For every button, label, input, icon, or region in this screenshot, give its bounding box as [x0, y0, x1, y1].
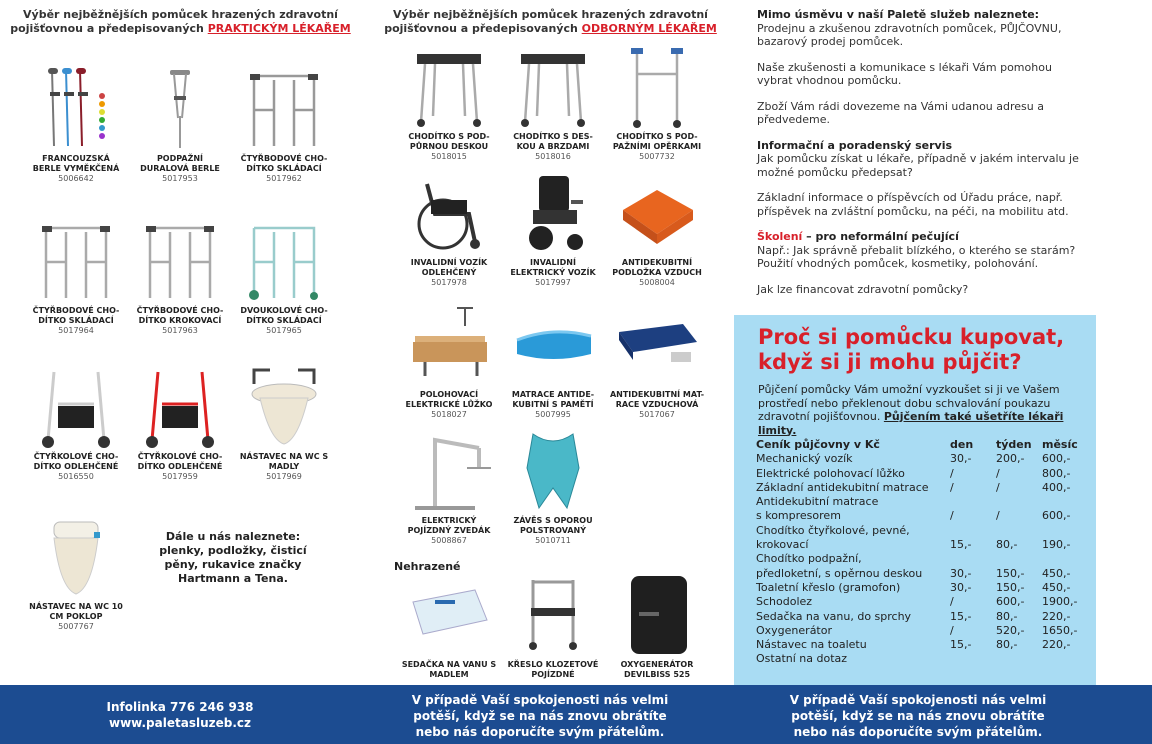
footer-thanks-2 — [768, 692, 1068, 740]
price-day: 30,- — [950, 452, 972, 466]
product-code: 5018027 — [431, 410, 467, 419]
price-row — [756, 538, 1092, 552]
price-row — [756, 481, 1092, 495]
price-week: / — [996, 466, 1000, 480]
col1-heading-line2: pojišťovnou a předepisovaných PRAKTICKÝM LÉKAŘEM — [10, 22, 351, 35]
electric-wheelchair-icon — [509, 170, 597, 256]
bath-seat-icon — [405, 572, 493, 658]
product-name: NÁSTAVEC NA WC 10 CM POKLOP — [29, 602, 123, 621]
thanks-line1: V případě Vaší spokojenosti nás velmi — [411, 693, 669, 707]
price-week — [996, 652, 1042, 666]
product-name: SEDAČKA NA VANU S MADLEM — [401, 660, 497, 679]
price-week: 80,- — [996, 609, 1018, 623]
price-row — [756, 595, 1092, 609]
underarm-crutch-icon — [136, 66, 224, 152]
price-day — [950, 495, 996, 509]
header-month: měsíc — [1042, 438, 1078, 451]
col2-heading-line2: pojišťovnou a předepisovaných ODBORNÝM LÉKAŘEM — [384, 22, 717, 35]
footer-contact — [60, 699, 300, 731]
product-card — [401, 44, 497, 162]
training-p2: Jak lze financovat zdravotní pomůcky? — [757, 282, 969, 296]
price-row — [756, 638, 1092, 652]
price-week — [996, 495, 1042, 509]
price-row — [756, 495, 1092, 509]
info-title: Informační a poradenský servis — [757, 138, 953, 152]
price-row — [756, 452, 1092, 466]
wheeled-walker-icon — [240, 218, 328, 304]
price-item: Ostatní na dotaz — [756, 652, 848, 666]
product-name: CHODÍTKO S POD-PAŽNÍMI OPĚRKAMI — [612, 132, 702, 151]
price-table-header — [756, 438, 1092, 452]
price-week: 150,- — [996, 580, 1025, 594]
product-name: PODPAŽNÍ DURALOVÁ BERLE — [140, 154, 220, 173]
price-item: Oxygenerátor — [756, 623, 832, 637]
header-item: Ceník půjčovny v Kč — [756, 438, 880, 451]
price-week: 80,- — [996, 538, 1018, 552]
price-day: / — [950, 509, 954, 523]
price-item: předloketní, s opěrnou deskou — [756, 566, 923, 580]
product-card — [132, 218, 228, 336]
price-month — [1042, 495, 1092, 509]
product-card — [505, 428, 601, 546]
product-name: ČTYŘBODOVÉ CHO-DÍTKO SKLÁDACÍ — [240, 154, 328, 173]
product-name: ZÁVĚS S OPOROU POLSTROVANÝ — [513, 516, 593, 535]
col2-heading-line1: Výběr nejběžnějších pomůcek hrazených zdravotní — [393, 8, 708, 21]
rollator-icon — [32, 364, 120, 450]
price-row — [756, 624, 1092, 638]
price-day: / — [950, 595, 954, 609]
price-month: 450,- — [1042, 566, 1071, 580]
crutches-icon — [32, 66, 120, 152]
price-day: 15,- — [950, 609, 972, 623]
product-name: ELEKTRICKÝ POJÍZDNÝ ZVEDÁK — [407, 516, 491, 535]
support-walker-icon — [405, 44, 493, 130]
price-month: 1650,- — [1042, 623, 1078, 637]
price-row — [756, 509, 1092, 523]
price-month: 220,- — [1042, 638, 1071, 652]
price-item: Elektrické polohovací lůžko — [756, 466, 905, 480]
col1-heading-red: PRAKTICKÝM LÉKAŘEM — [207, 22, 351, 35]
product-code: 5008004 — [639, 278, 675, 287]
product-card — [132, 66, 228, 184]
rental-title: Proč si pomůcku kupovat, když si ji mohu půjčit? — [758, 325, 1065, 374]
product-code: 5017962 — [266, 174, 302, 183]
price-row — [756, 467, 1092, 481]
product-code: 5016550 — [58, 472, 94, 481]
price-week: 520,- — [996, 623, 1025, 637]
header-week: týden — [996, 438, 1032, 451]
product-card — [609, 572, 705, 680]
intro-title: Mimo úsměvu v naší Paletě služeb naleznete: — [757, 8, 1040, 21]
product-name: OXYGENERÁTOR DEVILBISS 525 — [620, 660, 694, 679]
price-item: krokovací — [756, 538, 809, 552]
price-item: Schodolez — [756, 595, 813, 609]
price-week: / — [996, 480, 1000, 494]
price-day — [950, 524, 996, 538]
price-table — [756, 438, 1092, 667]
product-card — [28, 218, 124, 336]
product-card — [609, 170, 705, 288]
air-cushion-icon — [613, 170, 701, 256]
hotline: Infolinka 776 246 938 — [106, 700, 254, 714]
price-month: 220,- — [1042, 609, 1071, 623]
product-name: ANTIDEKUBITNÍ MAT-RACE VZDUCHOVÁ — [609, 390, 705, 409]
product-code: 5018015 — [431, 152, 467, 161]
price-day: / — [950, 480, 954, 494]
price-day — [950, 652, 996, 666]
price-item: Chodítko podpažní, — [756, 552, 862, 566]
product-name: CHODÍTKO S DES-KOU A BRZDAMI — [513, 132, 593, 151]
product-card — [236, 218, 332, 336]
walker-icon — [136, 218, 224, 304]
price-day: / — [950, 466, 954, 480]
product-card — [401, 572, 497, 680]
product-code: 5007767 — [58, 622, 94, 631]
price-month: 400,- — [1042, 480, 1071, 494]
product-card — [505, 302, 601, 420]
col2-heading-red: ODBORNÝM LÉKAŘEM — [581, 22, 717, 35]
intro-p3: Zboží Vám rádi dovezeme na Vámi udanou adresu a předvedeme. — [757, 99, 1044, 126]
product-code: 5017965 — [266, 326, 302, 335]
price-item: Nástavec na toaletu — [756, 638, 867, 652]
thanks-line2: potěší, když se na nás znovu obrátíte — [791, 709, 1045, 723]
product-card — [401, 302, 497, 420]
product-code: 5017969 — [266, 472, 302, 481]
product-card — [505, 44, 601, 162]
price-row — [756, 567, 1092, 581]
header-day: den — [950, 438, 974, 451]
product-card — [505, 572, 601, 680]
product-name: MATRACE ANTIDE-KUBITNÍ S PAMĚTÍ — [511, 390, 595, 409]
price-month: 190,- — [1042, 538, 1071, 552]
walker-icon — [240, 66, 328, 152]
price-week — [996, 524, 1042, 538]
product-code: 5017978 — [431, 278, 467, 287]
price-week: 600,- — [996, 595, 1025, 609]
product-name: POLOHOVACÍ ELEKTRICKÉ LŮŽKO — [405, 390, 493, 409]
price-row — [756, 610, 1092, 624]
price-item: Toaletní křeslo (gramofon) — [756, 580, 901, 594]
price-day: 30,- — [950, 580, 972, 594]
toilet-seat-icon — [32, 514, 120, 600]
nehrazene-heading: Nehrazené — [394, 560, 461, 573]
product-code: 5010711 — [535, 536, 571, 545]
col2-heading — [378, 8, 723, 36]
product-code: 5017953 — [162, 174, 198, 183]
intro-p2: Naše zkušenosti a komunikace s lékaři Vám pomohou vybrat vhodnou pomůcku. — [757, 60, 1052, 87]
product-name: INVALIDNÍ ELEKTRICKÝ VOZÍK — [510, 258, 596, 277]
support-walker-icon — [509, 44, 597, 130]
price-day — [950, 552, 996, 566]
price-item: Základní antidekubitní matrace — [756, 480, 929, 494]
thanks-line1: V případě Vaší spokojenosti nás velmi — [789, 693, 1047, 707]
price-month: 1900,- — [1042, 595, 1078, 609]
intro-p1: Prodejnu a zkušenou zdravotních pomůcek, PŮJČOVNU, bazarový prodej pomůcek. — [757, 21, 1062, 48]
price-item: Antidekubitní matrace — [756, 495, 879, 509]
product-name: FRANCOUZSKÁ BERLE VYMĚKČENÁ — [32, 154, 120, 173]
price-week: 150,- — [996, 566, 1025, 580]
product-card — [609, 44, 705, 162]
price-day: 15,- — [950, 638, 972, 652]
price-item: Mechanický vozík — [756, 452, 853, 466]
rollator-red-icon — [136, 364, 224, 450]
rental-text-bold: Půjčením také ušetříte lékaři limity. — [758, 410, 1064, 437]
product-card — [609, 302, 705, 420]
product-name: ČTYŘBODOVÉ CHO-DÍTKO SKLÁDACÍ — [32, 306, 120, 325]
product-card — [28, 364, 124, 482]
info-p1: Jak pomůcku získat u lékaře, případně v jakém intervalu je možné pomůcku předepsat? — [757, 152, 1079, 179]
rental-text: Půjčení pomůcky Vám umožní vyzkoušet si ji ve Vašem prostředí nebo překlenout dobu schvalování poukazu zdravotní pojišťovnou. Půjčením také ušetříte lékaři limity. — [758, 383, 1064, 437]
product-code: 5018016 — [535, 152, 571, 161]
product-name: ANTIDEKUBITNÍ PODLOŽKA VZDUCH — [612, 258, 702, 277]
col1-note: Dále u nás naleznete: plenky, podložky, čisticí pěny, rukavice značky Hartmann a Tena. — [159, 530, 307, 585]
product-code: 5007732 — [639, 152, 675, 161]
price-month: 800,- — [1042, 466, 1071, 480]
training-title — [757, 230, 1087, 244]
price-day: / — [950, 623, 954, 637]
product-name: KŘESLO KLOZETOVÉ POJÍZDNÉ — [507, 660, 599, 679]
product-card — [236, 66, 332, 184]
product-code: 5017959 — [162, 472, 198, 481]
price-row — [756, 652, 1092, 666]
price-month: 600,- — [1042, 452, 1071, 466]
sling-icon — [509, 428, 597, 514]
price-month — [1042, 552, 1092, 566]
price-day: 30,- — [950, 566, 972, 580]
thanks-line2: potěší, když se na nás znovu obrátíte — [413, 709, 667, 723]
product-name: ČTYŘKOLOVÉ CHO-DÍTKO ODLEHČENÉ — [33, 452, 119, 471]
product-code: 5006642 — [58, 174, 94, 183]
website-link[interactable]: www.paletasluzeb.cz — [109, 716, 251, 730]
walker-icon — [32, 218, 120, 304]
training-rest: – pro neformální pečující — [802, 230, 959, 243]
price-item: Chodítko čtyřkolové, pevné, — [756, 523, 910, 537]
price-row — [756, 552, 1092, 566]
price-day: 15,- — [950, 538, 972, 552]
product-code: 5017964 — [58, 326, 94, 335]
price-week: / — [996, 509, 1000, 523]
price-week — [996, 552, 1042, 566]
col1-heading-line1: Výběr nejběžnějších pomůcek hrazených zdravotní — [23, 8, 338, 21]
air-mattress-icon — [613, 302, 701, 388]
product-name: DVOUKOLOVÉ CHO-DÍTKO SKLÁDACÍ — [240, 306, 328, 325]
product-name: ČTYŘBODOVÉ CHO-DÍTKO KROKOVACÍ — [136, 306, 224, 325]
training-red: Školení — [757, 230, 803, 243]
product-name: INVALIDNÍ VOZÍK ODLEHČENÝ — [410, 258, 488, 277]
armrest-walker-icon — [613, 44, 701, 130]
product-code: 5008867 — [431, 536, 467, 545]
training-p1: Např.: Jak správně přebalit blízkého, o kterého se starám? Použití vhodných pomůcek, kosmetiky, polohování. — [757, 243, 1076, 270]
price-week: 80,- — [996, 638, 1018, 652]
product-code: 5007995 — [535, 410, 571, 419]
product-code: 5017997 — [535, 278, 571, 287]
product-card — [401, 170, 497, 288]
services-text — [757, 8, 1087, 308]
price-month — [1042, 524, 1092, 538]
price-item: s kompresorem — [756, 509, 841, 523]
product-card — [236, 364, 332, 482]
thanks-line3: nebo nás doporučíte svým přátelům. — [793, 725, 1043, 739]
price-week: 200,- — [996, 452, 1025, 466]
product-name: ČTYŘKOLOVÉ CHO-DÍTKO ODLEHČENÉ — [137, 452, 223, 471]
price-month: 450,- — [1042, 580, 1071, 594]
hospital-bed-icon — [405, 302, 493, 388]
footer — [0, 685, 1152, 744]
product-card — [505, 170, 601, 288]
price-row — [756, 524, 1092, 538]
col1-heading — [8, 8, 353, 36]
rental-box — [734, 315, 1096, 685]
info-p2: Základní informace o příspěvcích od Úřadu práce, např. příspěvek na zvláštní pomůcku, na péči, na mobilitu atd. — [757, 191, 1069, 218]
oxygen-concentrator-icon — [613, 572, 701, 658]
price-item: Sedačka na vanu, do sprchy — [756, 609, 912, 623]
price-row — [756, 581, 1092, 595]
product-card — [132, 364, 228, 482]
thanks-line3: nebo nás doporučíte svým přátelům. — [415, 725, 665, 739]
footer-thanks — [390, 692, 690, 740]
product-code: 5017067 — [639, 410, 675, 419]
product-card — [401, 428, 497, 546]
patient-lift-icon — [405, 428, 493, 514]
price-month: 600,- — [1042, 509, 1071, 523]
foam-mattress-icon — [509, 302, 597, 388]
wheelchair-icon — [405, 170, 493, 256]
product-name: CHODÍTKO S POD-PŮRNOU DESKOU — [408, 132, 490, 151]
product-code: 5017963 — [162, 326, 198, 335]
toilet-seat-handles-icon — [240, 364, 328, 450]
commode-chair-icon — [509, 572, 597, 658]
product-name: NÁSTAVEC NA WC S MADLY — [239, 452, 329, 471]
product-card — [28, 66, 124, 184]
product-card — [28, 514, 124, 632]
price-month — [1042, 652, 1092, 666]
